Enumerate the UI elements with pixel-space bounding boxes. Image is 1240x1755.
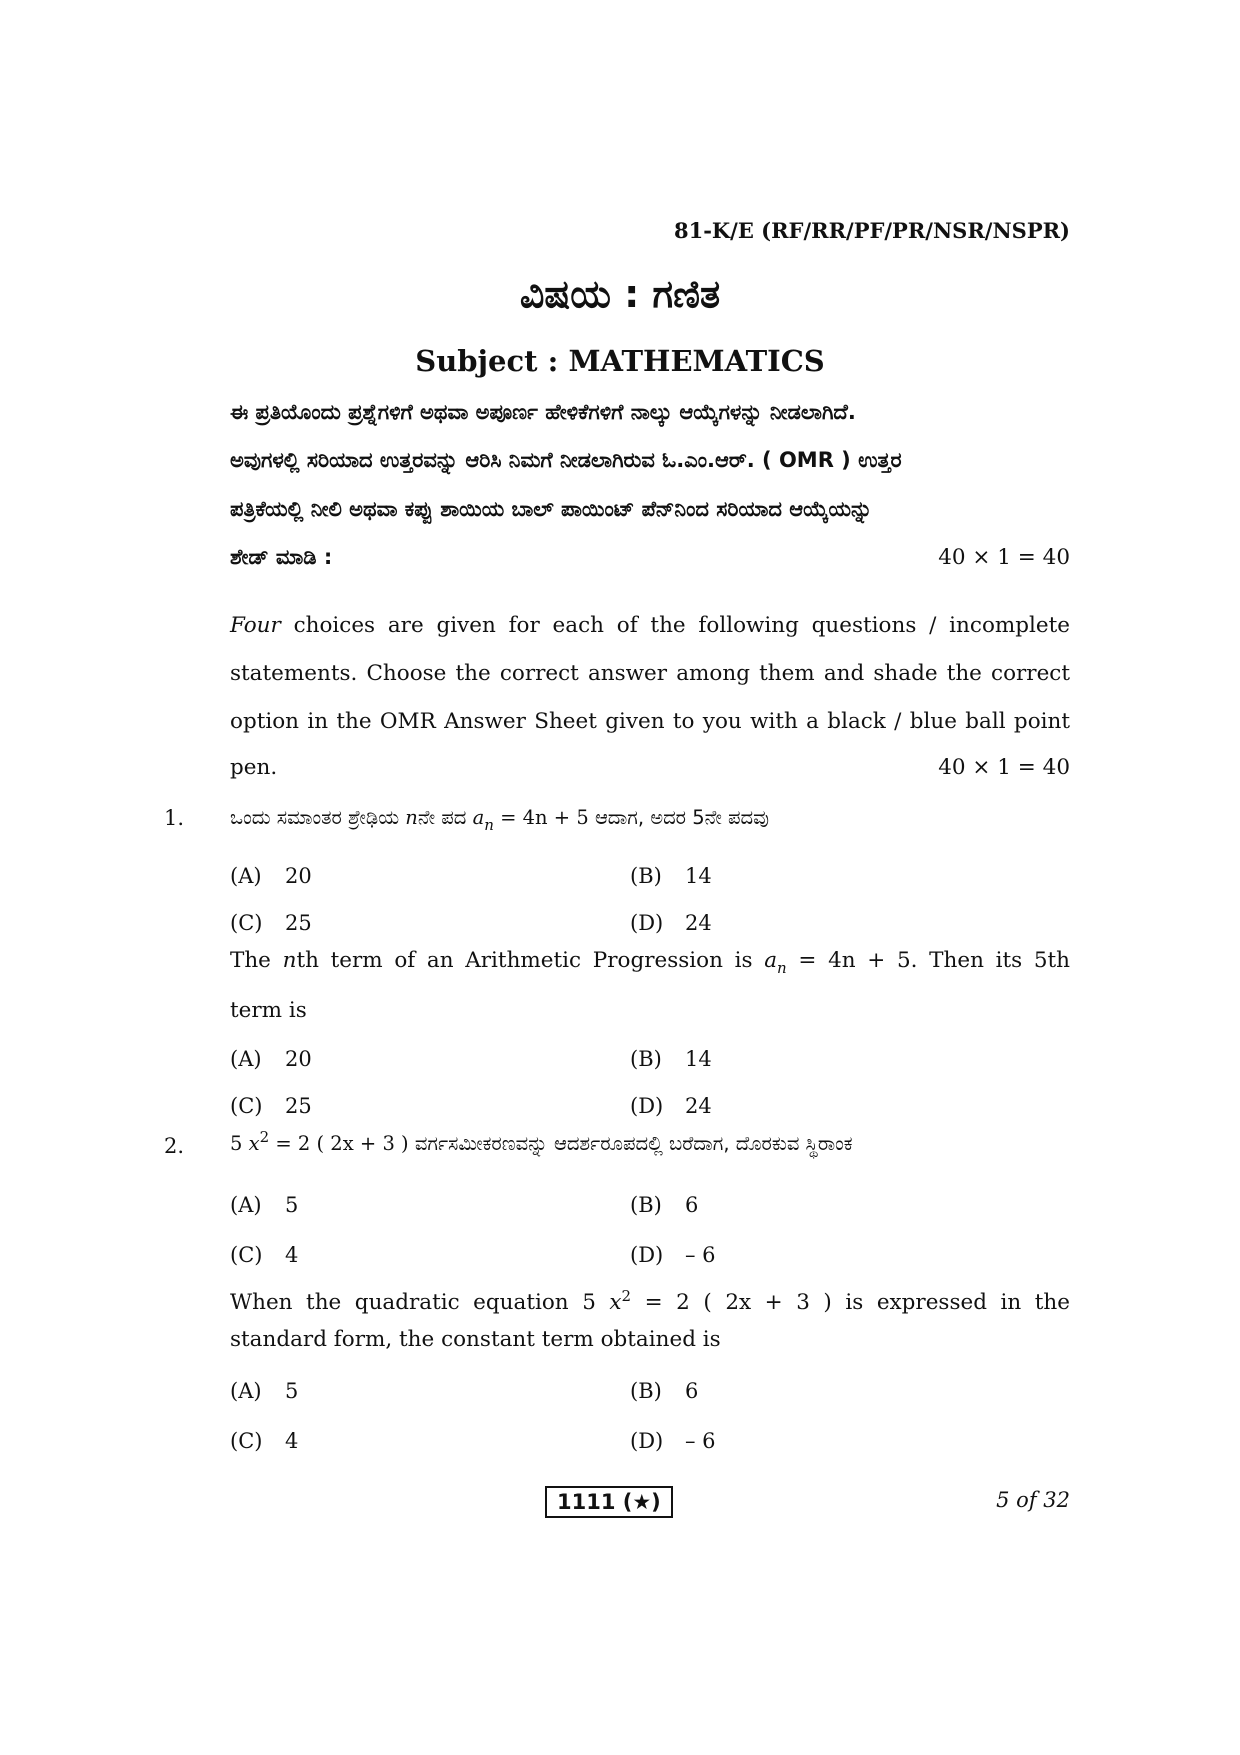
q1-kn-an: $a_n$	[472, 806, 494, 834]
q1-kn-pre: ಒಂದು ಸಮಾಂತರ ಶ್ರೇಢಿಯ	[230, 806, 406, 829]
subject-english: Subject : MATHEMATICS	[415, 344, 825, 378]
option-a: (A) 5	[230, 1193, 299, 1217]
option-b: (B) 6	[630, 1193, 699, 1217]
instruction-first-word: Four	[230, 613, 281, 638]
q2-kn-text: ವರ್ಗಸಮೀಕರಣವನ್ನು ಆದರ್ಶರೂಪದಲ್ಲಿ ಬರೆದಾಗ, ದೊರಕುವ ಸ್ಥಿರಾಂಕ	[408, 1132, 853, 1155]
option-c: (C) 25	[230, 1094, 312, 1118]
option-d: (D) 24	[630, 1094, 712, 1118]
question-1-kannada	[230, 806, 770, 834]
option-a: (A) 20	[230, 1047, 312, 1071]
english-marks: 40 × 1 = 40	[938, 755, 1070, 780]
q1-kn-n: n	[405, 806, 418, 829]
option-b: (B) 14	[630, 864, 712, 888]
instruction-english-line: pen.	[230, 755, 278, 780]
option-b: (B) 6	[630, 1379, 699, 1403]
option-d: (D) – 6	[630, 1243, 716, 1267]
footer-code: 1111 (★)	[545, 1486, 673, 1518]
instruction-kannada-line: ಪತ್ರಿಕೆಯಲ್ಲಿ ನೀಲಿ ಅಥವಾ ಕಪ್ಪು ಶಾಯಿಯ ಬಾಲ್ ಪಾಯಿಂಟ್ ಪೆನ್‌ನಿಂದ ಸರಿಯಾದ ಆಯ್ಕೆಯನ್ನು	[230, 497, 873, 521]
question-1-english-line2: term is	[230, 998, 307, 1023]
option-b: (B) 14	[630, 1047, 712, 1071]
option-c: (C) 4	[230, 1243, 299, 1267]
page-number: 5 of 32	[996, 1488, 1070, 1512]
option-a: (A) 20	[230, 864, 312, 888]
question-2-english: When the quadratic equation 5 $x^2 = 2$ ( 2x + 3 ) is expressed in the	[230, 1287, 1070, 1315]
q1-kn-post: ಆದಾಗ, ಅದರ 5ನೇ ಪದವು	[594, 806, 770, 829]
q1-en-an: $a_n$	[764, 948, 787, 977]
question-2-kannada	[230, 1128, 853, 1155]
instruction-english-line: option in the OMR Answer Sheet given to you with a black / blue ball point	[230, 709, 1070, 734]
instruction-kannada-line: ಶೇಡ್ ಮಾಡಿ :	[230, 545, 333, 569]
option-c: (C) 25	[230, 911, 312, 935]
question-2-english-line2: standard form, the constant term obtained is	[230, 1327, 721, 1352]
instruction-english-line: statements. Choose the correct answer among them and shade the correct	[230, 661, 1070, 686]
instruction-kannada-line: ಅವುಗಳಲ್ಲಿ ಸರಿಯಾದ ಉತ್ತರವನ್ನು ಆರಿಸಿ ನಿಮಗೆ ನೀಡಲಾಗಿರುವ ಓ.ಎಂ.ಆರ್. ( OMR ) ಉತ್ತರ	[230, 448, 902, 472]
subject-kannada: ವಿಷಯ : ಗಣಿತ	[519, 272, 721, 316]
paper-code: 81-K/E (RF/RR/PF/PR/NSR/NSPR)	[673, 218, 1070, 243]
instruction-english-line	[230, 613, 1070, 638]
q2-kn-5x2: 5 $x^2$	[230, 1128, 270, 1155]
option-d: (D) 24	[630, 911, 712, 935]
q1-kn-math: = 4n + 5	[493, 806, 595, 829]
q1-kn-mid: ನೇ ಪದ	[417, 806, 473, 829]
option-c: (C) 4	[230, 1429, 299, 1453]
option-d: (D) – 6	[630, 1429, 716, 1453]
q2-en-5x2: 5 $x^2$	[582, 1287, 632, 1315]
kannada-marks: 40 × 1 = 40	[938, 545, 1070, 570]
instruction-kannada-line: ಈ ಪ್ರತಿಯೊಂದು ಪ್ರಶ್ನೆಗಳಿಗೆ ಅಥವಾ ಅಪೂರ್ಣ ಹೇಳಿಕೆಗಳಿಗೆ ನಾಲ್ಕು ಆಯ್ಕೆಗಳನ್ನು ನೀಡಲಾಗಿದೆ.	[230, 400, 856, 424]
option-a: (A) 5	[230, 1379, 299, 1403]
question-number: 1.	[164, 806, 185, 830]
question-number: 2.	[164, 1134, 185, 1158]
instruction-line1-rest: choices are given for each of the following questions / incomplete	[280, 613, 1070, 638]
q2-kn-math: = 2 ( 2x + 3 )	[275, 1132, 409, 1155]
question-1-english: The nth term of an Arithmetic Progression is $a_n = 4n + 5$. Then its 5th	[230, 948, 1070, 977]
